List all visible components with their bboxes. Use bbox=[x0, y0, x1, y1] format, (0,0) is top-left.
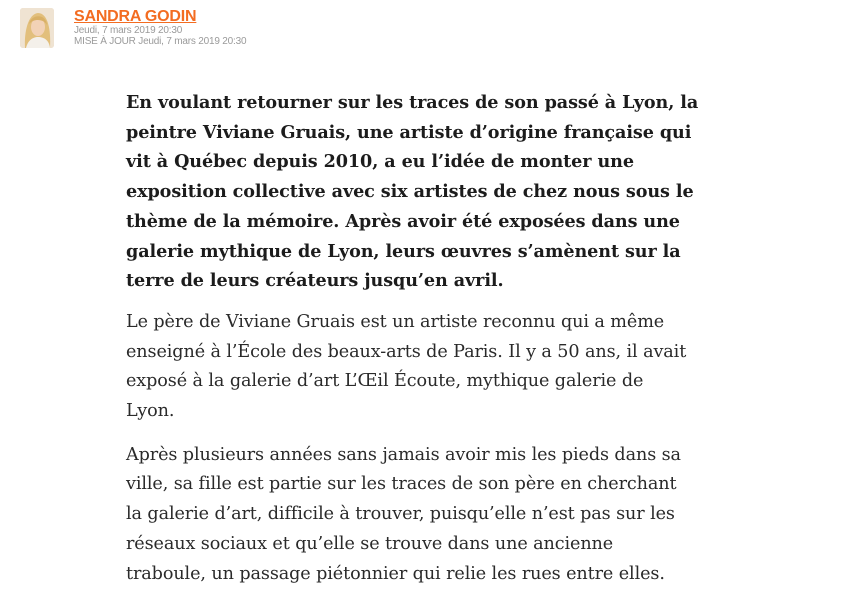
lead-line: peintre Viviane Gruais, une artiste d’origine française qui bbox=[126, 121, 692, 143]
updated-date: MISE À JOUR Jeudi, 7 mars 2019 20:30 bbox=[74, 36, 247, 47]
lead-line: thème de la mémoire. Après avoir été exposées dans une bbox=[126, 210, 680, 232]
paragraph-line: enseigné à l’École des beaux-arts de Paris. Il y a 50 ans, il avait bbox=[126, 341, 687, 362]
paragraph-line: réseaux sociaux et qu’elle se trouve dans une ancienne bbox=[126, 533, 614, 554]
lead-line: exposition collective avec six artistes de chez nous sous le bbox=[126, 181, 694, 203]
lead-line: vit à Québec depuis 2010, a eu l’idée de monter une bbox=[126, 151, 634, 173]
lead-line: galerie mythique de Lyon, leurs œuvres s’amènent sur la bbox=[126, 240, 681, 262]
byline-text bbox=[74, 8, 246, 47]
article-paragraph-2 bbox=[126, 441, 751, 590]
paragraph-line: la galerie d’art, difficile à trouver, puisqu’elle n’est pas sur les bbox=[126, 504, 675, 525]
article-body bbox=[126, 88, 751, 589]
author-avatar[interactable] bbox=[20, 8, 54, 48]
paragraph-line: traboule, un passage piétonnier qui relie les rues entre elles. bbox=[126, 563, 665, 584]
paragraph-line: Le père de Viviane Gruais est un artiste reconnu qui a même bbox=[126, 311, 665, 332]
author-name-link[interactable]: SANDRA GODIN bbox=[74, 8, 197, 25]
paragraph-line: exposé à la galerie d’art L’Œil Écoute, mythique galerie de bbox=[126, 371, 644, 392]
author-photo-icon bbox=[20, 8, 54, 48]
paragraph-line: ville, sa fille est partie sur les traces de son père en cherchant bbox=[126, 474, 677, 495]
lead-line: En voulant retourner sur les traces de son passé à Lyon, la bbox=[126, 92, 699, 113]
paragraph-line: Lyon. bbox=[126, 401, 175, 422]
article-paragraph-1 bbox=[126, 308, 751, 427]
lead-line: terre de leurs créateurs jusqu’en avril. bbox=[126, 270, 504, 292]
published-date: Jeudi, 7 mars 2019 20:30 bbox=[74, 25, 183, 36]
author-byline bbox=[20, 8, 246, 48]
article-lead bbox=[126, 88, 751, 296]
paragraph-line: Après plusieurs années sans jamais avoir mis les pieds dans sa bbox=[126, 444, 681, 465]
